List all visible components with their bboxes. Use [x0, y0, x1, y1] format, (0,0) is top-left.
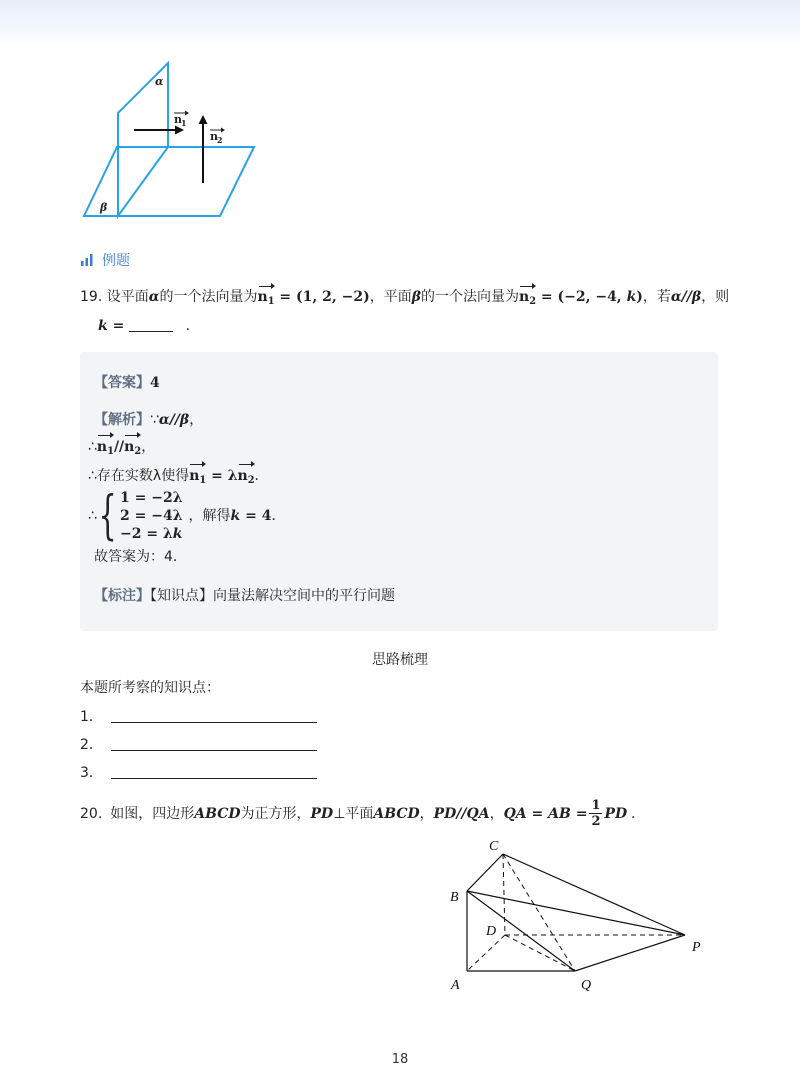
q19-condition: α//β — [670, 289, 702, 305]
q19-number: 19. — [80, 289, 103, 305]
svg-text:n: n — [210, 130, 218, 143]
outline-item-number: 1． — [80, 709, 103, 725]
page-number: 18 — [391, 1052, 409, 1067]
plane-beta — [84, 147, 254, 216]
q20-abcd: ABCD — [194, 805, 241, 822]
vector-n2: $n_2$ — [124, 436, 141, 460]
outline-blank-1[interactable] — [111, 709, 317, 723]
q20-pd: PD — [604, 805, 628, 822]
q19-text: ，平面 — [369, 289, 412, 305]
edge-bp — [467, 891, 685, 935]
q19-beta: β — [411, 289, 421, 305]
final-answer: 故答案为：4． — [94, 549, 187, 565]
n1-label — [174, 111, 189, 129]
vertex-d-label: D — [486, 924, 497, 939]
outline-blank-3[interactable] — [111, 765, 317, 779]
q19-answer-line — [98, 316, 190, 336]
q19-text: 设平面 — [106, 289, 149, 305]
note-text: 【知识点】向量法解决空间中的平行问题 — [150, 588, 395, 604]
q19-paren: ) — [636, 289, 643, 305]
outline-item-number: 2． — [80, 737, 103, 753]
q20-parallel: PD//QA — [433, 805, 490, 822]
parallel-symbol: // — [113, 439, 125, 455]
svg-text:n: n — [174, 113, 182, 126]
edge-cq — [503, 854, 575, 971]
beta-label: β — [100, 201, 108, 214]
q20-equality: QA = AB = — [503, 805, 588, 822]
planes-normal-vectors-figure — [70, 55, 270, 225]
comma: ， — [189, 412, 204, 428]
q20-text: ， — [489, 805, 504, 822]
edge-cd — [503, 854, 505, 935]
q19-text: ，若 — [642, 289, 671, 305]
example-label: 例题 — [102, 253, 130, 269]
answer-line — [94, 372, 160, 394]
q19-period: . — [185, 318, 191, 334]
pyramid-figure — [440, 835, 715, 1000]
q19-k: k — [626, 289, 637, 305]
edge-dq — [505, 935, 575, 971]
edge-cp — [503, 854, 685, 935]
comma: ， — [141, 439, 156, 455]
equation-system — [97, 486, 183, 546]
outline-intro: 本题所考察的知识点： — [80, 680, 220, 696]
q19-n1-value: = (1, 2, −2) — [274, 289, 370, 305]
outline-item-3 — [80, 762, 317, 782]
equation-3: −2 = λk — [120, 526, 183, 542]
vertex-a-label: A — [451, 978, 460, 993]
edge-cb — [467, 854, 503, 891]
vector-n1: $n_1$ — [189, 465, 206, 489]
header-band — [0, 0, 800, 48]
note-line — [94, 585, 395, 607]
solve-text: ，解得k = 4． — [188, 508, 286, 524]
fraction-one-half: $\frac{1}{2}$ — [591, 798, 601, 829]
left-brace: { — [98, 486, 117, 546]
exists-text: ∴存在实数λ使得 — [88, 468, 190, 484]
analysis-line-4 — [88, 486, 286, 546]
svg-text:1: 1 — [181, 118, 187, 128]
q19-text: 的一个法向量为 — [159, 289, 258, 305]
bar-chart-icon — [80, 253, 94, 267]
n2-label — [210, 128, 225, 146]
q20-text: 为正方形， — [240, 805, 311, 822]
outline-blank-2[interactable] — [111, 737, 317, 751]
alpha-label: α — [155, 75, 164, 88]
q20-text: ⊥平面 — [333, 805, 374, 822]
q19-alpha: α — [148, 289, 160, 305]
note-tag: 【标注】 — [94, 588, 150, 604]
q19-k: k — [98, 318, 108, 334]
equation-2: 2 = −4λ — [120, 508, 183, 524]
vertex-q-label: Q — [581, 978, 592, 993]
parallel-planes: α//β — [158, 412, 190, 428]
solution-box — [80, 352, 718, 631]
vector-n1: $n_1$ — [97, 436, 114, 460]
q19-text: 的一个法向量为 — [421, 289, 519, 305]
q20-text: ， — [419, 805, 434, 822]
edge-bq — [467, 891, 575, 971]
answer-value: 4 — [150, 375, 160, 391]
outline-item-1 — [80, 706, 317, 726]
answer-tag: 【答案】 — [94, 375, 150, 391]
analysis-line-2 — [88, 436, 155, 460]
q20-text: 如图，四边形 — [110, 805, 195, 822]
outline-title: 思路梳理 — [372, 652, 428, 668]
q19-text: ，则 — [701, 289, 730, 305]
therefore-symbol: ∴ — [88, 439, 97, 455]
period: ． — [254, 468, 269, 484]
q19-blank[interactable] — [129, 318, 173, 332]
q20-period: ． — [631, 805, 646, 822]
q19-n2-value: = (−2, −4, — [536, 289, 627, 305]
therefore-symbol: ∴ — [88, 508, 97, 524]
lambda-equals: = λ — [206, 468, 238, 484]
q20-abcd: ABCD — [373, 805, 420, 822]
vector-n2: $n_2$ — [238, 465, 255, 489]
q20-number: 20. — [80, 805, 103, 822]
outline-item-2 — [80, 734, 317, 754]
q19-n2-vector: $n_2$ — [519, 289, 537, 307]
q19-n1-vector: $n_1$ — [257, 289, 275, 307]
question-20 — [80, 798, 645, 829]
vertex-c-label: C — [489, 839, 499, 854]
vertex-b-label: B — [450, 890, 459, 905]
question-19 — [80, 287, 730, 309]
vertex-p-label: P — [692, 940, 701, 955]
outline-item-number: 3． — [80, 765, 103, 781]
equation-1: 1 = −2λ — [120, 490, 183, 506]
example-section-header — [80, 250, 130, 270]
analysis-line-1 — [94, 409, 203, 431]
edge-da — [467, 935, 505, 971]
q19-equals: = — [107, 318, 130, 334]
because-symbol: ∵ — [150, 412, 159, 428]
analysis-tag: 【解析】 — [94, 412, 150, 428]
edge-qp — [575, 935, 685, 971]
q20-pd: PD — [310, 805, 334, 822]
svg-text:2: 2 — [217, 135, 223, 145]
